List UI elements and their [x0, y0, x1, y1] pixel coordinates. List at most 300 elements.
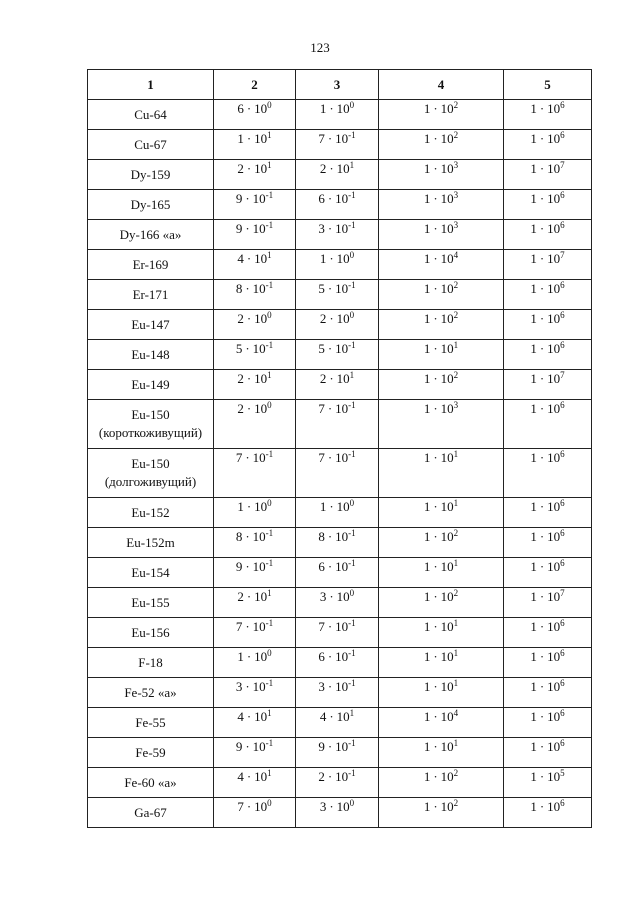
base-ten: 10 [335, 649, 349, 664]
nuclide-name: Eu-150 [131, 407, 170, 422]
mantissa: 1 [423, 191, 431, 206]
mantissa: 1 [423, 101, 431, 116]
exponent: -1 [348, 220, 356, 230]
base-ten: 10 [252, 529, 266, 544]
base-ten: 10 [547, 401, 561, 416]
base-ten: 10 [440, 341, 454, 356]
multiply-sign: · [245, 559, 250, 574]
base-ten: 10 [335, 401, 349, 416]
mantissa: 1 [423, 450, 431, 465]
exponent: 6 [560, 558, 565, 568]
multiply-sign: · [245, 619, 250, 634]
value-cell [214, 100, 296, 130]
value-cell [214, 738, 296, 768]
multiply-sign: · [245, 679, 250, 694]
value-cell [379, 498, 504, 528]
table-row [88, 280, 592, 310]
mantissa: 8 [235, 529, 243, 544]
nuclide-cell [88, 130, 214, 160]
exponent: 1 [267, 250, 272, 260]
value-cell [214, 708, 296, 738]
table-row [88, 678, 592, 708]
base-ten: 10 [547, 769, 561, 784]
nuclide-name: Eu-152 [131, 504, 170, 520]
base-ten: 10 [336, 101, 350, 116]
value-cell [504, 738, 592, 768]
multiply-sign: · [433, 619, 438, 634]
multiply-sign: · [539, 401, 545, 416]
table-row [88, 618, 592, 648]
value-cell [214, 220, 296, 250]
value-cell [504, 310, 592, 340]
base-ten: 10 [440, 799, 454, 814]
base-ten: 10 [336, 371, 350, 386]
value-cell [214, 280, 296, 310]
column-header: 4 [379, 70, 504, 100]
mantissa: 5 [318, 281, 325, 296]
exponent: -1 [348, 190, 356, 200]
base-ten: 10 [440, 450, 454, 465]
value-cell [379, 220, 504, 250]
multiply-sign: · [433, 371, 438, 386]
mantissa: 8 [235, 281, 243, 296]
mantissa: 3 [235, 679, 243, 694]
base-ten: 10 [547, 311, 561, 326]
multiply-sign: · [539, 450, 545, 465]
multiply-sign: · [329, 161, 334, 176]
exponent: 6 [560, 528, 565, 538]
mantissa: 1 [530, 191, 537, 206]
mantissa: 4 [237, 251, 244, 266]
mantissa: 1 [530, 101, 537, 116]
mantissa: 4 [237, 709, 244, 724]
exponent: -1 [348, 340, 356, 350]
value-cell [379, 648, 504, 678]
exponent: 4 [453, 708, 459, 718]
multiply-sign: · [327, 401, 333, 416]
base-ten: 10 [252, 341, 266, 356]
base-ten: 10 [547, 559, 561, 574]
value-cell [214, 678, 296, 708]
multiply-sign: · [327, 529, 333, 544]
multiply-sign: · [245, 739, 250, 754]
value-cell [296, 370, 379, 400]
base-ten: 10 [335, 221, 349, 236]
exponent: 2 [453, 130, 459, 140]
value-cell [504, 370, 592, 400]
multiply-sign: · [539, 769, 545, 784]
multiply-sign: · [433, 589, 438, 604]
exponent: 1 [453, 558, 459, 568]
base-ten: 10 [440, 649, 454, 664]
mantissa: 1 [530, 499, 537, 514]
value-cell [296, 678, 379, 708]
exponent: 4 [453, 250, 459, 260]
mantissa: 1 [423, 649, 431, 664]
multiply-sign: · [433, 341, 438, 356]
multiply-sign: · [327, 341, 333, 356]
mantissa: 3 [318, 221, 325, 236]
base-ten: 10 [335, 679, 349, 694]
value-cell [504, 588, 592, 618]
value-cell [214, 449, 296, 498]
exponent: 6 [560, 618, 565, 628]
exponent: 6 [560, 100, 565, 110]
multiply-sign: · [246, 589, 252, 604]
nuclide-name: Ga-67 [134, 804, 167, 820]
nuclide-cell [88, 648, 214, 678]
value-cell [296, 280, 379, 310]
multiply-sign: · [539, 529, 545, 544]
nuclide-cell [88, 768, 214, 798]
value-cell [504, 280, 592, 310]
base-ten: 10 [335, 769, 349, 784]
multiply-sign: · [539, 589, 545, 604]
value-cell [296, 220, 379, 250]
base-ten: 10 [335, 450, 349, 465]
exponent: -1 [265, 340, 274, 350]
mantissa: 2 [237, 311, 244, 326]
exponent: 1 [267, 708, 272, 718]
mantissa: 1 [530, 649, 537, 664]
exponent: 6 [560, 190, 565, 200]
table-row [88, 100, 592, 130]
base-ten: 10 [252, 281, 266, 296]
base-ten: 10 [440, 709, 454, 724]
nuclide-cell [88, 528, 214, 558]
exponent: 6 [560, 130, 565, 140]
value-cell [504, 498, 592, 528]
exponent: 6 [560, 449, 565, 459]
mantissa: 8 [318, 529, 325, 544]
exponent: 0 [267, 400, 272, 410]
base-ten: 10 [254, 131, 268, 146]
value-cell [296, 190, 379, 220]
multiply-sign: · [539, 221, 545, 236]
multiply-sign: · [433, 161, 438, 176]
value-cell [504, 130, 592, 160]
multiply-sign: · [433, 101, 438, 116]
multiply-sign: · [246, 311, 252, 326]
value-cell [214, 618, 296, 648]
table-row [88, 738, 592, 768]
nuclide-name: Cu-67 [134, 136, 167, 152]
value-cell [296, 558, 379, 588]
exponent: 5 [560, 768, 565, 778]
base-ten: 10 [440, 559, 454, 574]
base-ten: 10 [335, 739, 349, 754]
exponent: -1 [348, 678, 356, 688]
base-ten: 10 [547, 450, 561, 465]
mantissa: 1 [530, 161, 537, 176]
exponent: -1 [265, 738, 274, 748]
value-cell [504, 449, 592, 498]
exponent: -1 [348, 400, 356, 410]
exponent: 1 [453, 618, 459, 628]
multiply-sign: · [433, 649, 438, 664]
column-header: 2 [214, 70, 296, 100]
multiply-sign: · [539, 281, 545, 296]
base-ten: 10 [440, 499, 454, 514]
mantissa: 9 [235, 191, 243, 206]
value-cell [214, 190, 296, 220]
value-cell [296, 250, 379, 280]
multiply-sign: · [246, 709, 252, 724]
column-header: 1 [88, 70, 214, 100]
mantissa: 1 [530, 311, 537, 326]
value-cell [379, 400, 504, 449]
base-ten: 10 [335, 131, 349, 146]
value-cell [296, 310, 379, 340]
table-row [88, 310, 592, 340]
table-row [88, 250, 592, 280]
mantissa: 2 [237, 401, 244, 416]
multiply-sign: · [245, 341, 250, 356]
multiply-sign: · [539, 341, 545, 356]
base-ten: 10 [336, 161, 350, 176]
exponent: 0 [349, 100, 355, 110]
exponent: -1 [348, 768, 356, 778]
value-cell [504, 400, 592, 449]
mantissa: 1 [319, 251, 327, 266]
exponent: -1 [265, 678, 274, 688]
exponent: 0 [349, 310, 355, 320]
nuclide-name: Er-171 [132, 286, 169, 302]
base-ten: 10 [547, 131, 561, 146]
value-cell [504, 708, 592, 738]
multiply-sign: · [327, 281, 333, 296]
value-cell [296, 738, 379, 768]
nuclide-cell [88, 250, 214, 280]
exponent: 7 [560, 588, 565, 598]
exponent: 6 [560, 310, 565, 320]
nuclide-cell [88, 340, 214, 370]
header-row [88, 70, 592, 100]
multiply-sign: · [327, 679, 333, 694]
value-cell [296, 588, 379, 618]
base-ten: 10 [547, 499, 561, 514]
base-ten: 10 [440, 401, 454, 416]
nuclide-name: Eu-149 [131, 376, 170, 392]
nuclide-table [87, 69, 592, 828]
exponent: 1 [453, 449, 459, 459]
base-ten: 10 [547, 709, 561, 724]
multiply-sign: · [539, 101, 545, 116]
value-cell [379, 280, 504, 310]
value-cell [379, 588, 504, 618]
base-ten: 10 [547, 529, 561, 544]
mantissa: 1 [319, 499, 327, 514]
multiply-sign: · [539, 131, 545, 146]
exponent: 7 [560, 370, 565, 380]
value-cell [296, 100, 379, 130]
base-ten: 10 [547, 371, 561, 386]
value-cell [214, 528, 296, 558]
base-ten: 10 [335, 191, 349, 206]
mantissa: 1 [530, 619, 537, 634]
value-cell [379, 160, 504, 190]
mantissa: 1 [530, 401, 537, 416]
exponent: 0 [349, 498, 355, 508]
base-ten: 10 [440, 131, 454, 146]
multiply-sign: · [329, 251, 334, 266]
nuclide-name: Eu-148 [131, 346, 170, 362]
exponent: 1 [267, 370, 272, 380]
value-cell [379, 100, 504, 130]
nuclide-name: Dy-166 «a» [119, 226, 182, 242]
multiply-sign: · [327, 131, 333, 146]
exponent: -1 [348, 648, 356, 658]
multiply-sign: · [433, 769, 438, 784]
multiply-sign: · [246, 499, 252, 514]
mantissa: 5 [235, 341, 243, 356]
multiply-sign: · [433, 191, 438, 206]
multiply-sign: · [539, 739, 545, 754]
exponent: 0 [267, 100, 272, 110]
table-row [88, 220, 592, 250]
multiply-sign: · [245, 450, 250, 465]
mantissa: 6 [318, 559, 325, 574]
multiply-sign: · [246, 401, 252, 416]
exponent: 1 [453, 678, 459, 688]
base-ten: 10 [254, 709, 268, 724]
exponent: -1 [265, 220, 274, 230]
multiply-sign: · [433, 131, 438, 146]
multiply-sign: · [329, 799, 334, 814]
mantissa: 7 [235, 450, 243, 465]
multiply-sign: · [327, 649, 333, 664]
multiply-sign: · [246, 799, 252, 814]
exponent: 1 [267, 768, 272, 778]
mantissa: 2 [319, 311, 327, 326]
value-cell [214, 310, 296, 340]
column-header: 3 [296, 70, 379, 100]
mantissa: 1 [423, 589, 431, 604]
table-row [88, 160, 592, 190]
mantissa: 1 [530, 131, 537, 146]
multiply-sign: · [539, 649, 545, 664]
nuclide-cell [88, 100, 214, 130]
base-ten: 10 [440, 619, 454, 634]
mantissa: 1 [237, 499, 244, 514]
exponent: 6 [560, 738, 565, 748]
base-ten: 10 [254, 589, 268, 604]
multiply-sign: · [433, 499, 438, 514]
value-cell [379, 738, 504, 768]
exponent: -1 [348, 449, 356, 459]
mantissa: 1 [530, 739, 537, 754]
exponent: 1 [267, 588, 272, 598]
exponent: 0 [267, 798, 272, 808]
nuclide-name: Fe-60 «a» [124, 774, 177, 790]
nuclide-cell [88, 558, 214, 588]
exponent: 3 [453, 160, 459, 170]
nuclide-name: Eu-155 [131, 594, 170, 610]
multiply-sign: · [539, 619, 545, 634]
base-ten: 10 [547, 679, 561, 694]
exponent: 2 [453, 280, 459, 290]
value-cell [504, 558, 592, 588]
nuclide-name: Eu-156 [131, 624, 170, 640]
exponent: -1 [265, 528, 274, 538]
base-ten: 10 [336, 589, 350, 604]
exponent: 6 [560, 708, 565, 718]
multiply-sign: · [327, 450, 333, 465]
multiply-sign: · [433, 799, 438, 814]
base-ten: 10 [440, 311, 454, 326]
exponent: 1 [267, 130, 272, 140]
multiply-sign: · [246, 101, 252, 116]
base-ten: 10 [336, 709, 350, 724]
mantissa: 9 [235, 221, 243, 236]
exponent: 2 [453, 370, 459, 380]
base-ten: 10 [547, 191, 561, 206]
mantissa: 1 [423, 281, 431, 296]
nuclide-name: Eu-154 [131, 564, 170, 580]
base-ten: 10 [547, 221, 561, 236]
mantissa: 1 [423, 341, 431, 356]
exponent: 0 [349, 588, 355, 598]
value-cell [379, 798, 504, 828]
exponent: 1 [267, 160, 272, 170]
table-row [88, 708, 592, 738]
base-ten: 10 [547, 281, 561, 296]
base-ten: 10 [254, 101, 268, 116]
exponent: -1 [265, 190, 274, 200]
nuclide-cell [88, 280, 214, 310]
base-ten: 10 [252, 450, 266, 465]
nuclide-cell [88, 220, 214, 250]
multiply-sign: · [539, 251, 545, 266]
base-ten: 10 [440, 589, 454, 604]
base-ten: 10 [547, 619, 561, 634]
base-ten: 10 [254, 649, 268, 664]
mantissa: 1 [423, 371, 431, 386]
base-ten: 10 [547, 589, 561, 604]
base-ten: 10 [252, 739, 266, 754]
table-row [88, 400, 592, 449]
mantissa: 1 [530, 281, 537, 296]
mantissa: 1 [423, 559, 431, 574]
mantissa: 1 [423, 799, 431, 814]
value-cell [296, 160, 379, 190]
base-ten: 10 [254, 401, 268, 416]
exponent: 1 [349, 160, 355, 170]
multiply-sign: · [539, 161, 545, 176]
mantissa: 1 [530, 221, 537, 236]
mantissa: 4 [319, 709, 327, 724]
nuclide-name: Eu-152m [126, 534, 175, 550]
multiply-sign: · [433, 251, 438, 266]
mantissa: 9 [235, 739, 243, 754]
nuclide-cell [88, 798, 214, 828]
nuclide-name: Fe-55 [135, 714, 166, 730]
value-cell [504, 100, 592, 130]
value-cell [504, 220, 592, 250]
nuclide-cell [88, 498, 214, 528]
mantissa: 1 [530, 709, 537, 724]
mantissa: 9 [235, 559, 243, 574]
exponent: -1 [348, 738, 356, 748]
exponent: 0 [267, 498, 272, 508]
multiply-sign: · [539, 191, 545, 206]
value-cell [379, 449, 504, 498]
multiply-sign: · [539, 799, 545, 814]
multiply-sign: · [246, 131, 252, 146]
multiply-sign: · [245, 529, 250, 544]
value-cell [379, 708, 504, 738]
exponent: 2 [453, 768, 459, 778]
